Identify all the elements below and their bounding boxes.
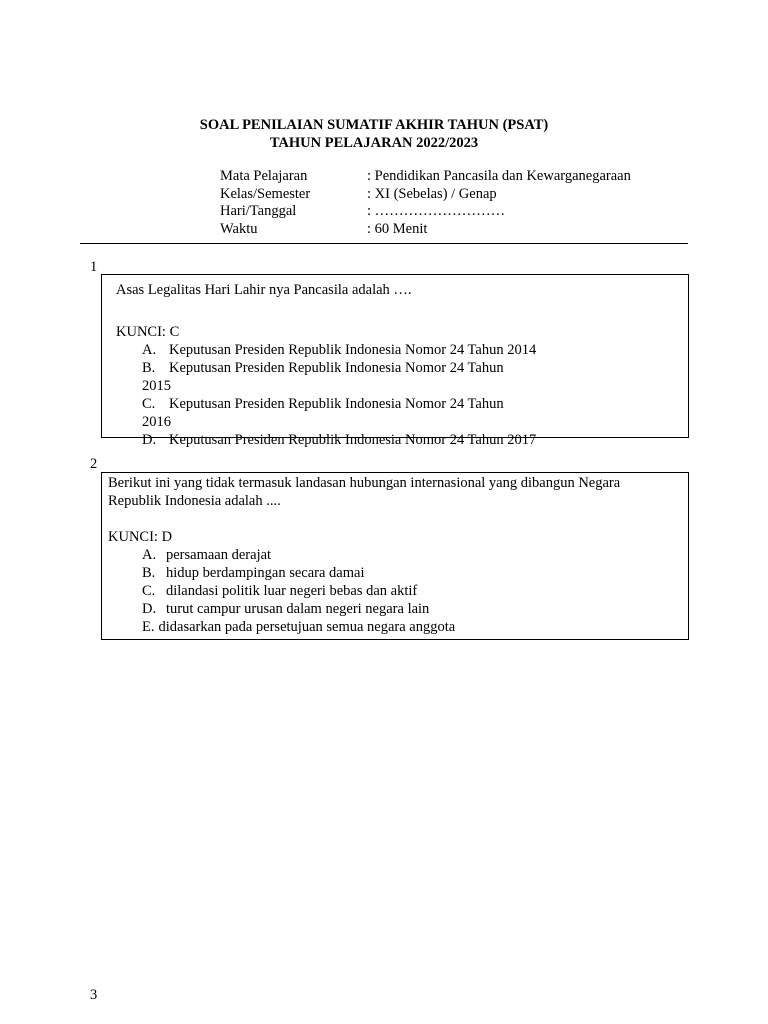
question-number: 1	[90, 259, 98, 275]
info-row-date	[220, 203, 631, 221]
answer-key: KUNCI: C	[116, 324, 180, 340]
option-letter: A.	[142, 342, 157, 358]
option-b	[108, 564, 688, 582]
option-letter: B.	[142, 360, 156, 376]
option-a	[116, 341, 688, 359]
info-row-subject	[220, 168, 631, 186]
answer-key: KUNCI: D	[108, 529, 173, 545]
question-number: 2	[90, 456, 98, 472]
option-text: hidup berdampingan secara damai	[166, 565, 365, 581]
option-letter: A.	[142, 547, 157, 563]
question-text: Berikut ini yang tidak termasuk landasan hubungan internasional yang dibangun Negara Republik Indonesia adalah ....	[108, 475, 621, 509]
option-e	[108, 618, 688, 636]
option-letter: E.	[142, 619, 155, 635]
option-text: Keputusan Presiden Republik Indonesia Nomor 24 Tahun 2014	[169, 342, 537, 358]
option-d	[116, 431, 688, 449]
option-letter: C.	[142, 583, 156, 599]
option-text: Keputusan Presiden Republik Indonesia Nomor 24 Tahun 2017	[169, 432, 537, 448]
option-letter: D.	[142, 601, 157, 617]
info-label: Kelas/Semester	[220, 185, 311, 202]
question-text: Asas Legalitas Hari Lahir nya Pancasila adalah ….	[116, 282, 412, 298]
exam-info	[220, 168, 631, 239]
info-row-class	[220, 186, 631, 204]
option-text: persamaan derajat	[166, 547, 272, 563]
option-text: didasarkan pada persetujuan semua negara anggota	[158, 619, 456, 635]
option-letter: C.	[142, 396, 156, 412]
option-text: Keputusan Presiden Republik Indonesia Nomor 24 Tahun 2015	[142, 360, 504, 394]
option-c	[108, 582, 688, 600]
option-text: Keputusan Presiden Republik Indonesia Nomor 24 Tahun 2016	[142, 396, 504, 430]
option-text: turut campur urusan dalam negeri negara lain	[166, 601, 430, 617]
question-box-2	[101, 472, 689, 640]
info-value: : 60 Menit	[367, 221, 428, 238]
info-value: : XI (Sebelas) / Genap	[367, 185, 497, 202]
question-box-1	[101, 274, 689, 448]
option-text: dilandasi politik luar negeri bebas dan aktif	[166, 583, 418, 599]
document-title: SOAL PENILAIAN SUMATIF AKHIR TAHUN (PSAT)	[199, 117, 549, 133]
option-letter: B.	[142, 565, 156, 581]
option-a	[108, 546, 688, 564]
option-letter: D.	[142, 432, 157, 448]
header-divider	[80, 243, 688, 244]
info-row-time	[220, 221, 631, 239]
info-label: Hari/Tanggal	[220, 203, 297, 220]
info-value: : Pendidikan Pancasila dan Kewarganegaraan	[367, 168, 631, 184]
info-label: Mata Pelajaran	[220, 168, 308, 184]
option-c	[116, 395, 532, 431]
document-subtitle: TAHUN PELAJARAN 2022/2023	[269, 135, 479, 151]
info-label: Waktu	[220, 221, 258, 238]
option-b	[116, 359, 532, 395]
question-number: 3	[90, 987, 98, 1003]
option-d	[108, 600, 688, 618]
info-value: : ………………………	[367, 203, 506, 220]
